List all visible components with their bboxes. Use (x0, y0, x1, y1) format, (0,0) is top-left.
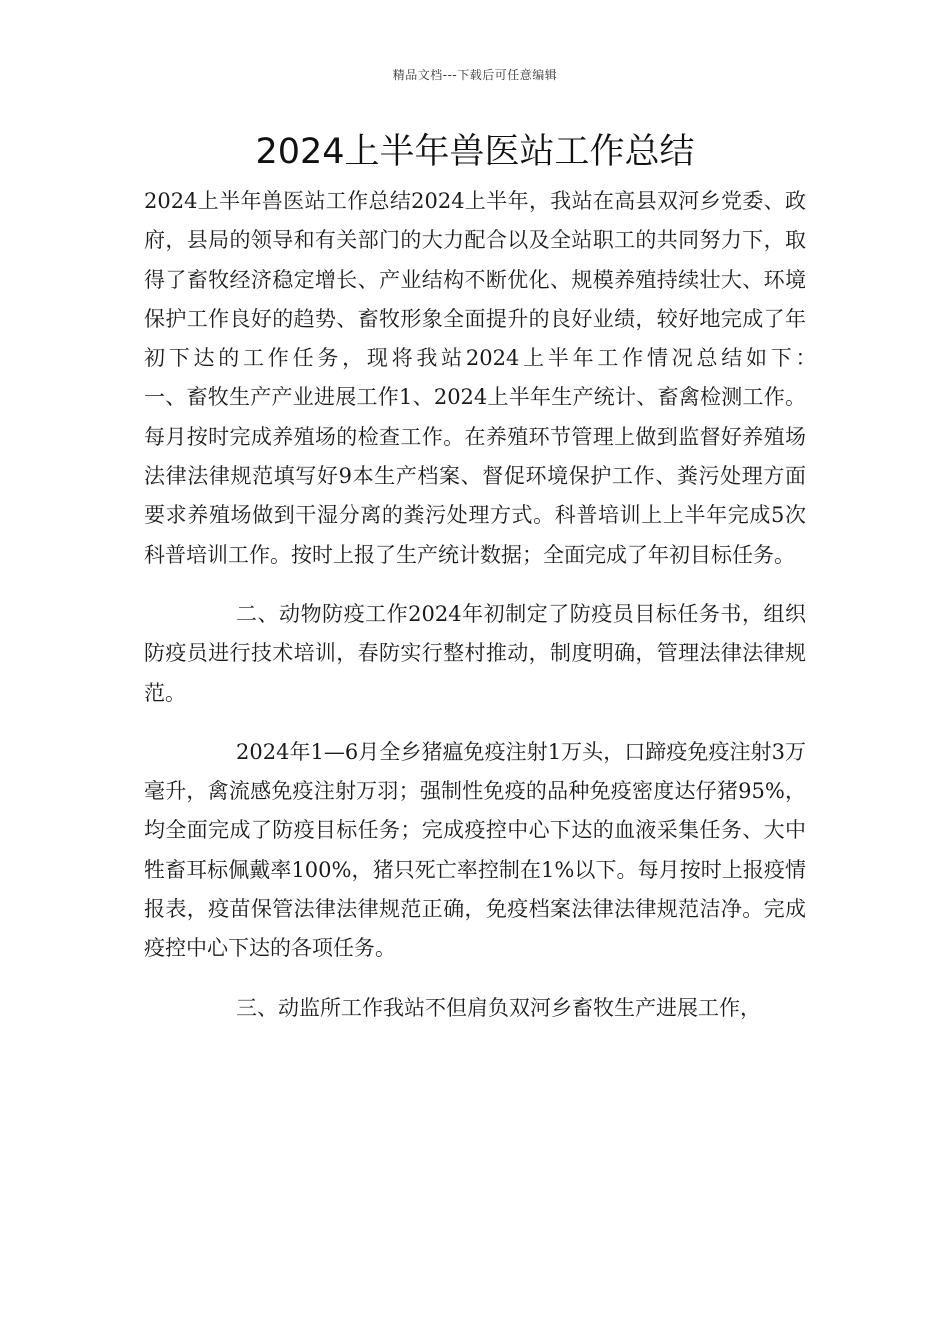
header-note: 精品文档---下载后可任意编辑 (392, 68, 558, 82)
document-body (144, 182, 869, 1028)
paragraph-supervision: 三、动监所工作我站不但肩负双河乡畜牧生产进展工作， (236, 995, 761, 1020)
paragraph-intro: 2024上半年兽医站工作总结2024上半年，我站在高县双河乡党委、政府，县局的领导和有关部门的大力配合以及全站职工的共同努力下，取得了畜牧经济稳定增长、产业结构不断优化、规模养殖持续壮大、环境保护工作良好的趋势、畜牧形象全面提升的良好业绩，较好地完成了年初下达的工作任务，现将我站2024上半年工作情况总结如下： 一、畜牧生产产业进展工作1、2024上半年生产统计、畜禽检测工作。每月按时完成养殖场的检查工作。在养殖环节管理上做到监督好养殖场法律法律规范填写好9本生产档案、督促环境保护工作、粪污处理方面要求养殖场做到干湿分离的粪污处理方式。科普培训上上半年完成5次科普培训工作。按时上报了生产统计数据；全面完成了年初目标任务。 (144, 189, 869, 567)
paragraph-immunization-stats: 2024年1—6月全乡猪瘟免疫注射1万头，口蹄疫免疫注射3万毫升，禽流感免疫注射万羽；强制性免疫的品种免疫密度达仔猪95%，均全面完成了防疫目标任务；完成疫控中心下达的血液采集任务、大中牲畜耳标佩戴率100%，猪只死亡率控制在1%以下。每月按时上报疫情报表，疫苗保管法律法律规范正确，免疫档案法律法律规范洁净。完成疫控中心下达的各项任务。 (144, 739, 806, 961)
page-title: 2024上半年兽医站工作总结 (255, 132, 695, 172)
paragraph-epidemic-prevention: 二、动物防疫工作2024年初制定了防疫员目标任务书，组织防疫员进行技术培训，春防实行整村推动，制度明确，管理法律法律规范。 (144, 601, 806, 705)
